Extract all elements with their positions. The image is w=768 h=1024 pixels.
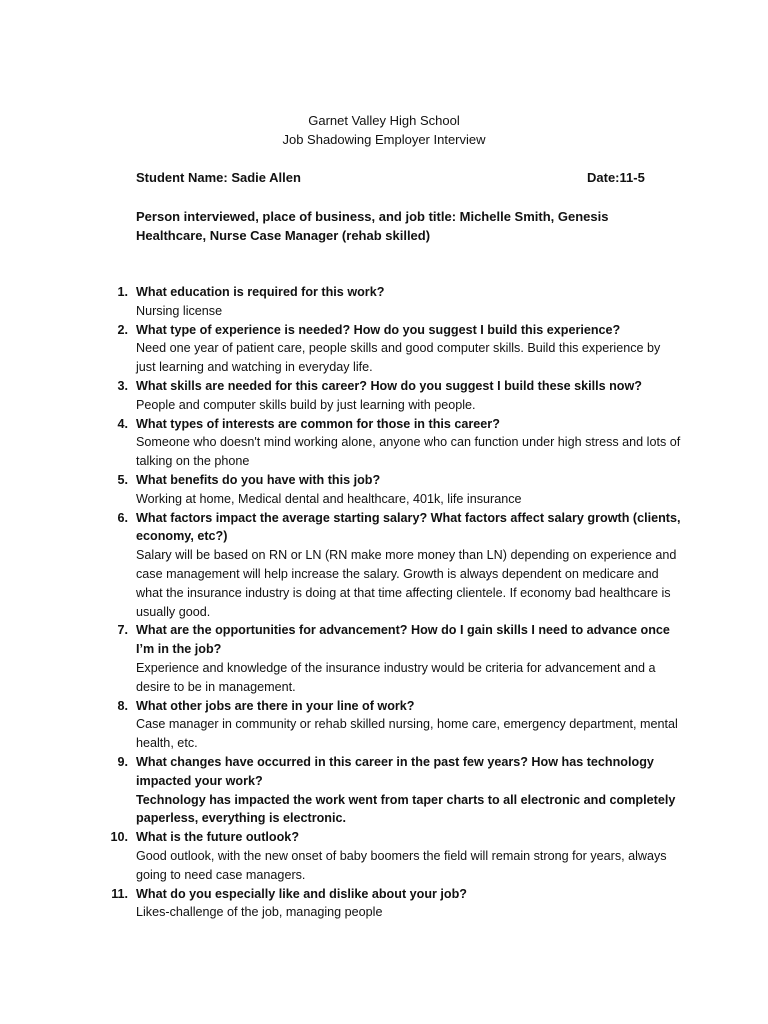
question-answer-block (136, 321, 681, 377)
question-text: What type of experience is needed? How do you suggest I build this experience? (136, 322, 621, 337)
list-item (0, 753, 768, 828)
question-answer-block (136, 885, 681, 923)
answer-text: Case manager in community or rehab skilled nursing, home care, emergency department, mental health, etc. (136, 717, 678, 751)
question-answer-block (136, 621, 681, 696)
question-text: What is the future outlook? (136, 830, 300, 845)
question-number: 9. (117, 754, 128, 769)
answer-text: Someone who doesn't mind working alone, anyone who can function under high stress and lots of talking on the phone (136, 435, 681, 469)
question-answer-block (136, 415, 681, 471)
question-text: What skills are needed for this career? How do you suggest I build these skills now? (136, 378, 642, 393)
answer-text: Technology has impacted the work went from taper charts to all electronic and completely paperless, everything is electronic. (136, 792, 676, 826)
question-text: What types of interests are common for those in this career? (136, 416, 500, 431)
student-name: Student Name: Sadie Allen (136, 170, 301, 185)
answer-text: Experience and knowledge of the insurance industry would be criteria for advancement and a desire to be in management. (136, 660, 656, 694)
answer-text: People and computer skills build by just learning with people. (136, 397, 476, 412)
question-number: 5. (117, 472, 128, 487)
question-number: 7. (117, 623, 128, 638)
question-number: 6. (117, 510, 128, 525)
question-number: 11. (111, 886, 128, 901)
list-item (0, 321, 768, 377)
question-answer-block (136, 377, 681, 415)
question-text: What do you especially like and dislike about your job? (136, 886, 467, 901)
interview-date: Date:11-5 (587, 170, 645, 185)
question-number: 3. (117, 378, 128, 393)
question-text: What changes have occurred in this career in the past few years? How has technology impacted your work? (136, 754, 654, 788)
question-answer-block (136, 509, 681, 622)
school-name: Garnet Valley High School (308, 113, 460, 128)
answer-text: Working at home, Medical dental and healthcare, 401k, life insurance (136, 491, 522, 506)
answer-text: Nursing license (136, 303, 223, 318)
form-title: Job Shadowing Employer Interview (282, 132, 486, 147)
question-number: 8. (117, 698, 128, 713)
person-interviewed: Person interviewed, place of business, and job title: Michelle Smith, Genesis Healthcare, Nurse Case Manager (rehab skilled) (136, 209, 609, 243)
question-text: What are the opportunities for advancement? How do I gain skills I need to advance once I’m in the job? (136, 623, 670, 657)
question-number: 1. (117, 285, 128, 299)
list-item (0, 509, 768, 622)
list-item (0, 621, 768, 696)
question-answer-block (136, 828, 681, 884)
question-text: What benefits do you have with this job? (136, 472, 381, 487)
list-item (0, 828, 768, 884)
question-answer-block (136, 753, 681, 828)
question-list (0, 283, 768, 922)
answer-text: Need one year of patient care, people skills and good computer skills. Build this experience by just learning and watching in everyday life. (136, 341, 661, 375)
question-number: 4. (117, 416, 128, 431)
list-item (0, 415, 768, 471)
answer-text: Good outlook, with the new onset of baby boomers the field will remain strong for years, always going to need case managers. (136, 848, 667, 882)
list-item (0, 697, 768, 753)
question-answer-block (136, 283, 681, 321)
list-item (0, 471, 768, 509)
answer-text: Likes-challenge of the job, managing people (136, 905, 383, 920)
question-text: What other jobs are there in your line of work? (136, 698, 415, 713)
answer-text: Salary will be based on RN or LN (RN make more money than LN) depending on experience and case management will help increase the salary. Growth is always dependent on medicare and what the insurance industry is doing at that time affecting clientele. If economy bad healthcare is usually good. (136, 548, 677, 619)
question-answer-block (136, 697, 681, 753)
question-number: 10. (110, 830, 128, 845)
question-text: What education is required for this work? (136, 285, 385, 299)
question-answer-block (136, 471, 681, 509)
question-number: 2. (117, 322, 128, 337)
question-text: What factors impact the average starting salary? What factors affect salary growth (clients, economy, etc?) (136, 510, 681, 544)
list-item (0, 885, 768, 923)
list-item (0, 283, 768, 321)
list-item (0, 377, 768, 415)
